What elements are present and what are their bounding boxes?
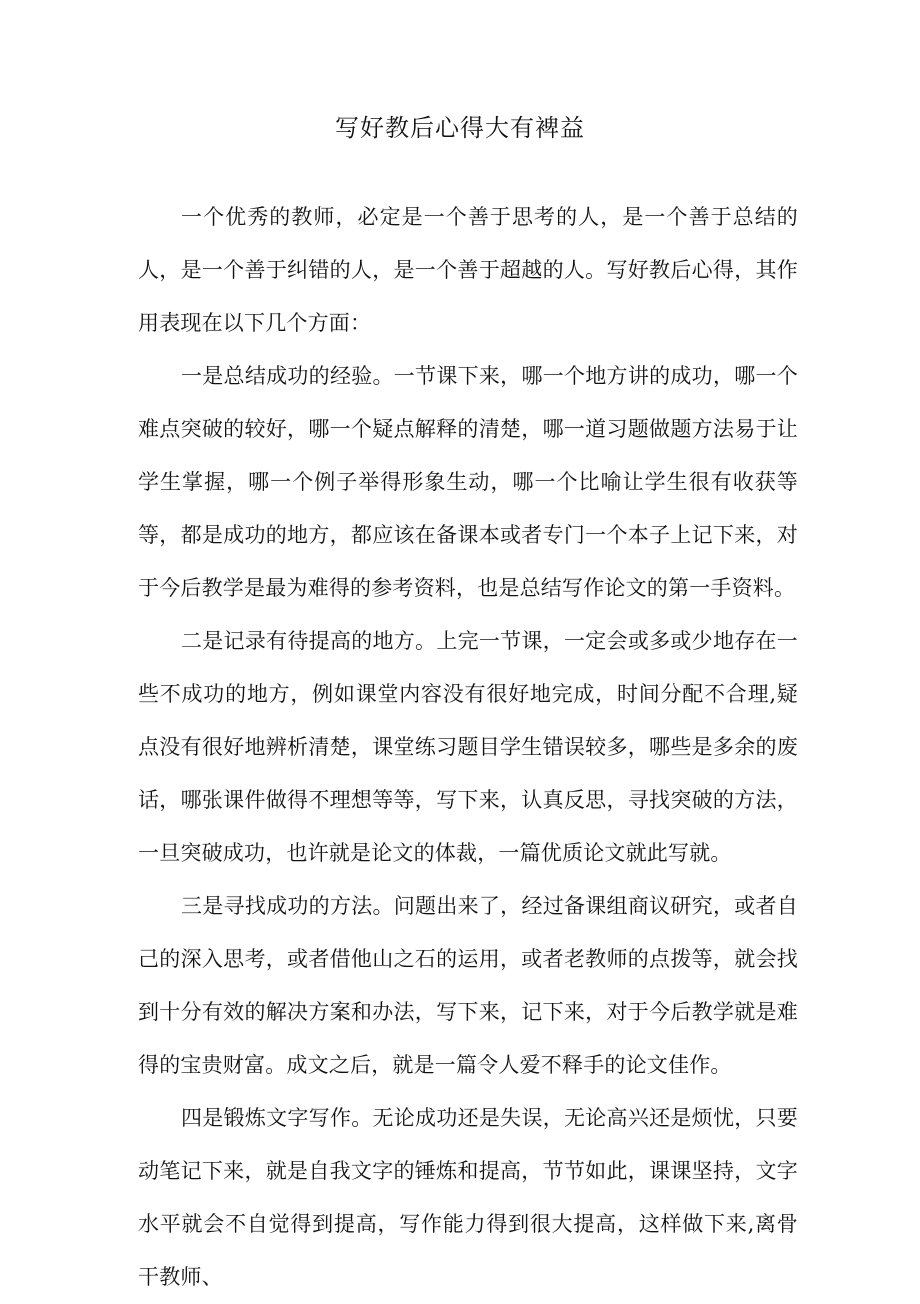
- paragraph-point-4: 四是锻炼文字写作。无论成功还是失误，无论高兴还是烦忧，只要动笔记下来，就是自我文字的锤炼和提高，节节如此，课课坚持，文字水平就会不自觉得到提高，写作能力得到很大提高，这样做下来,离骨干教师、: [138, 1106, 798, 1289]
- paragraph-point-1: 一是总结成功的经验。一节课下来，哪一个地方讲的成功，哪一个难点突破的较好，哪一个疑点解释的清楚，哪一道习题做题方法易于让学生掌握，哪一个例子举得形象生动，哪一个比喻让学生很有收获等等，都是成功的地方，都应该在备课本或者专门一个本子上记下来，对于今后教学是最为难得的参考资料，也是总结写作论文的第一手资料。: [138, 364, 798, 600]
- paragraph-point-3: 三是寻找成功的方法。问题出来了，经过备课组商议研究，或者自己的深入思考，或者借他山之石的运用，或者老教师的点拨等，就会找到十分有效的解决方案和办法，写下来，记下来，对于今后教学就是难得的宝贵财富。成文之后，就是一篇令人爱不释手的论文佳作。: [138, 894, 798, 1077]
- paragraph-intro: 一个优秀的教师，必定是一个善于思考的人，是一个善于总结的人，是一个善于纠错的人，是一个善于超越的人。写好教后心得，其作用表现在以下几个方面：: [138, 205, 798, 335]
- document-body: [138, 191, 798, 1304]
- paragraph-point-2: 二是记录有待提高的地方。上完一节课，一定会或多或少地存在一些不成功的地方，例如课堂内容没有很好地完成，时间分配不合理,疑点没有很好地辨析清楚，课堂练习题目学生错误较多，哪些是多余的废话，哪张课件做得不理想等等，写下来，认真反思，寻找突破的方法，一旦突破成功，也许就是论文的体裁，一篇优质论文就此写就。: [138, 629, 798, 865]
- document-title: 写好教后心得大有裨益: [335, 114, 585, 142]
